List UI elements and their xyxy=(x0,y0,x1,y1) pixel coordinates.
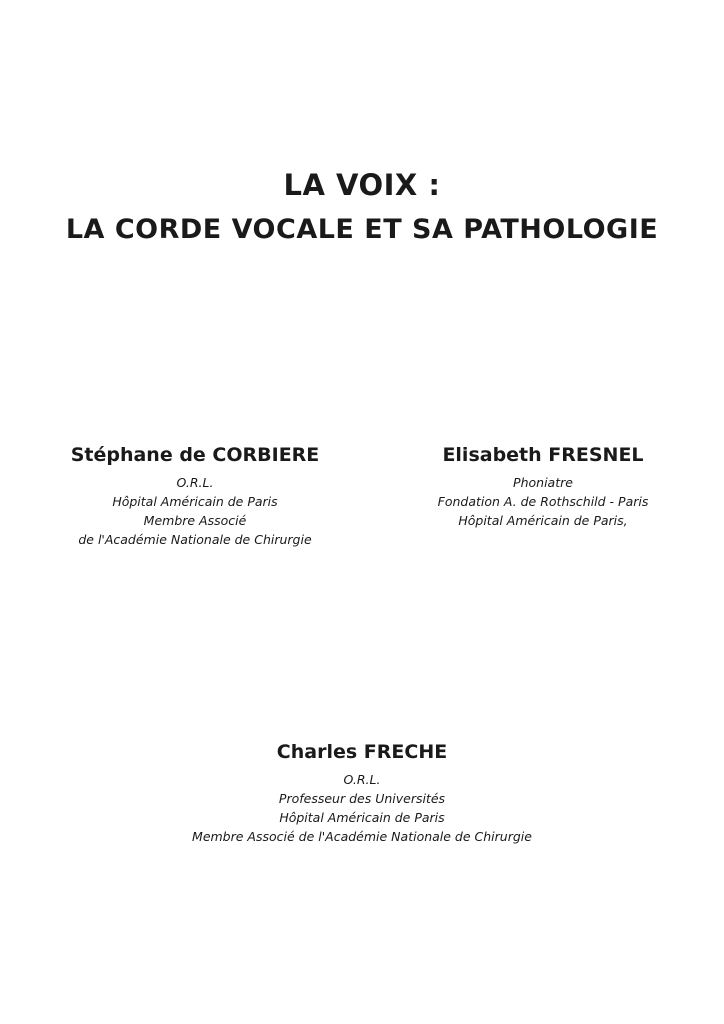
title-line-2: LA CORDE VOCALE ET SA PATHOLOGIE xyxy=(65,214,659,245)
author-name: Elisabeth FRESNEL xyxy=(442,444,644,466)
title-line-1: LA VOIX : xyxy=(283,168,441,202)
author-affiliation-line: O.R.L. xyxy=(343,772,381,787)
author-affiliation-line: Hôpital Américain de Paris, xyxy=(458,513,628,528)
author-affiliation-line: Hôpital Américain de Paris xyxy=(112,494,278,509)
author-name: Stéphane de CORBIERE xyxy=(70,444,320,466)
author-freche xyxy=(160,740,564,846)
author-affiliation-line: Phoniatre xyxy=(513,475,573,490)
author-affiliation-line: Professeur des Universités xyxy=(278,791,446,806)
author-affiliation-line: O.R.L. xyxy=(176,475,214,490)
author-affiliation-line: Membre Associé de l'Académie Nationale de Chirurgie xyxy=(192,829,532,844)
author-fresnel xyxy=(408,443,678,530)
author-affiliation-line: Membre Associé xyxy=(143,513,247,528)
author-affiliation-line: Hôpital Américain de Paris xyxy=(279,810,445,825)
author-affiliation-line: de l'Académie Nationale de Chirurgie xyxy=(78,532,312,547)
author-affiliation-line: Fondation A. de Rothschild - Paris xyxy=(437,494,649,509)
author-corbiere xyxy=(60,443,330,549)
author-name: Charles FRECHE xyxy=(276,741,448,763)
